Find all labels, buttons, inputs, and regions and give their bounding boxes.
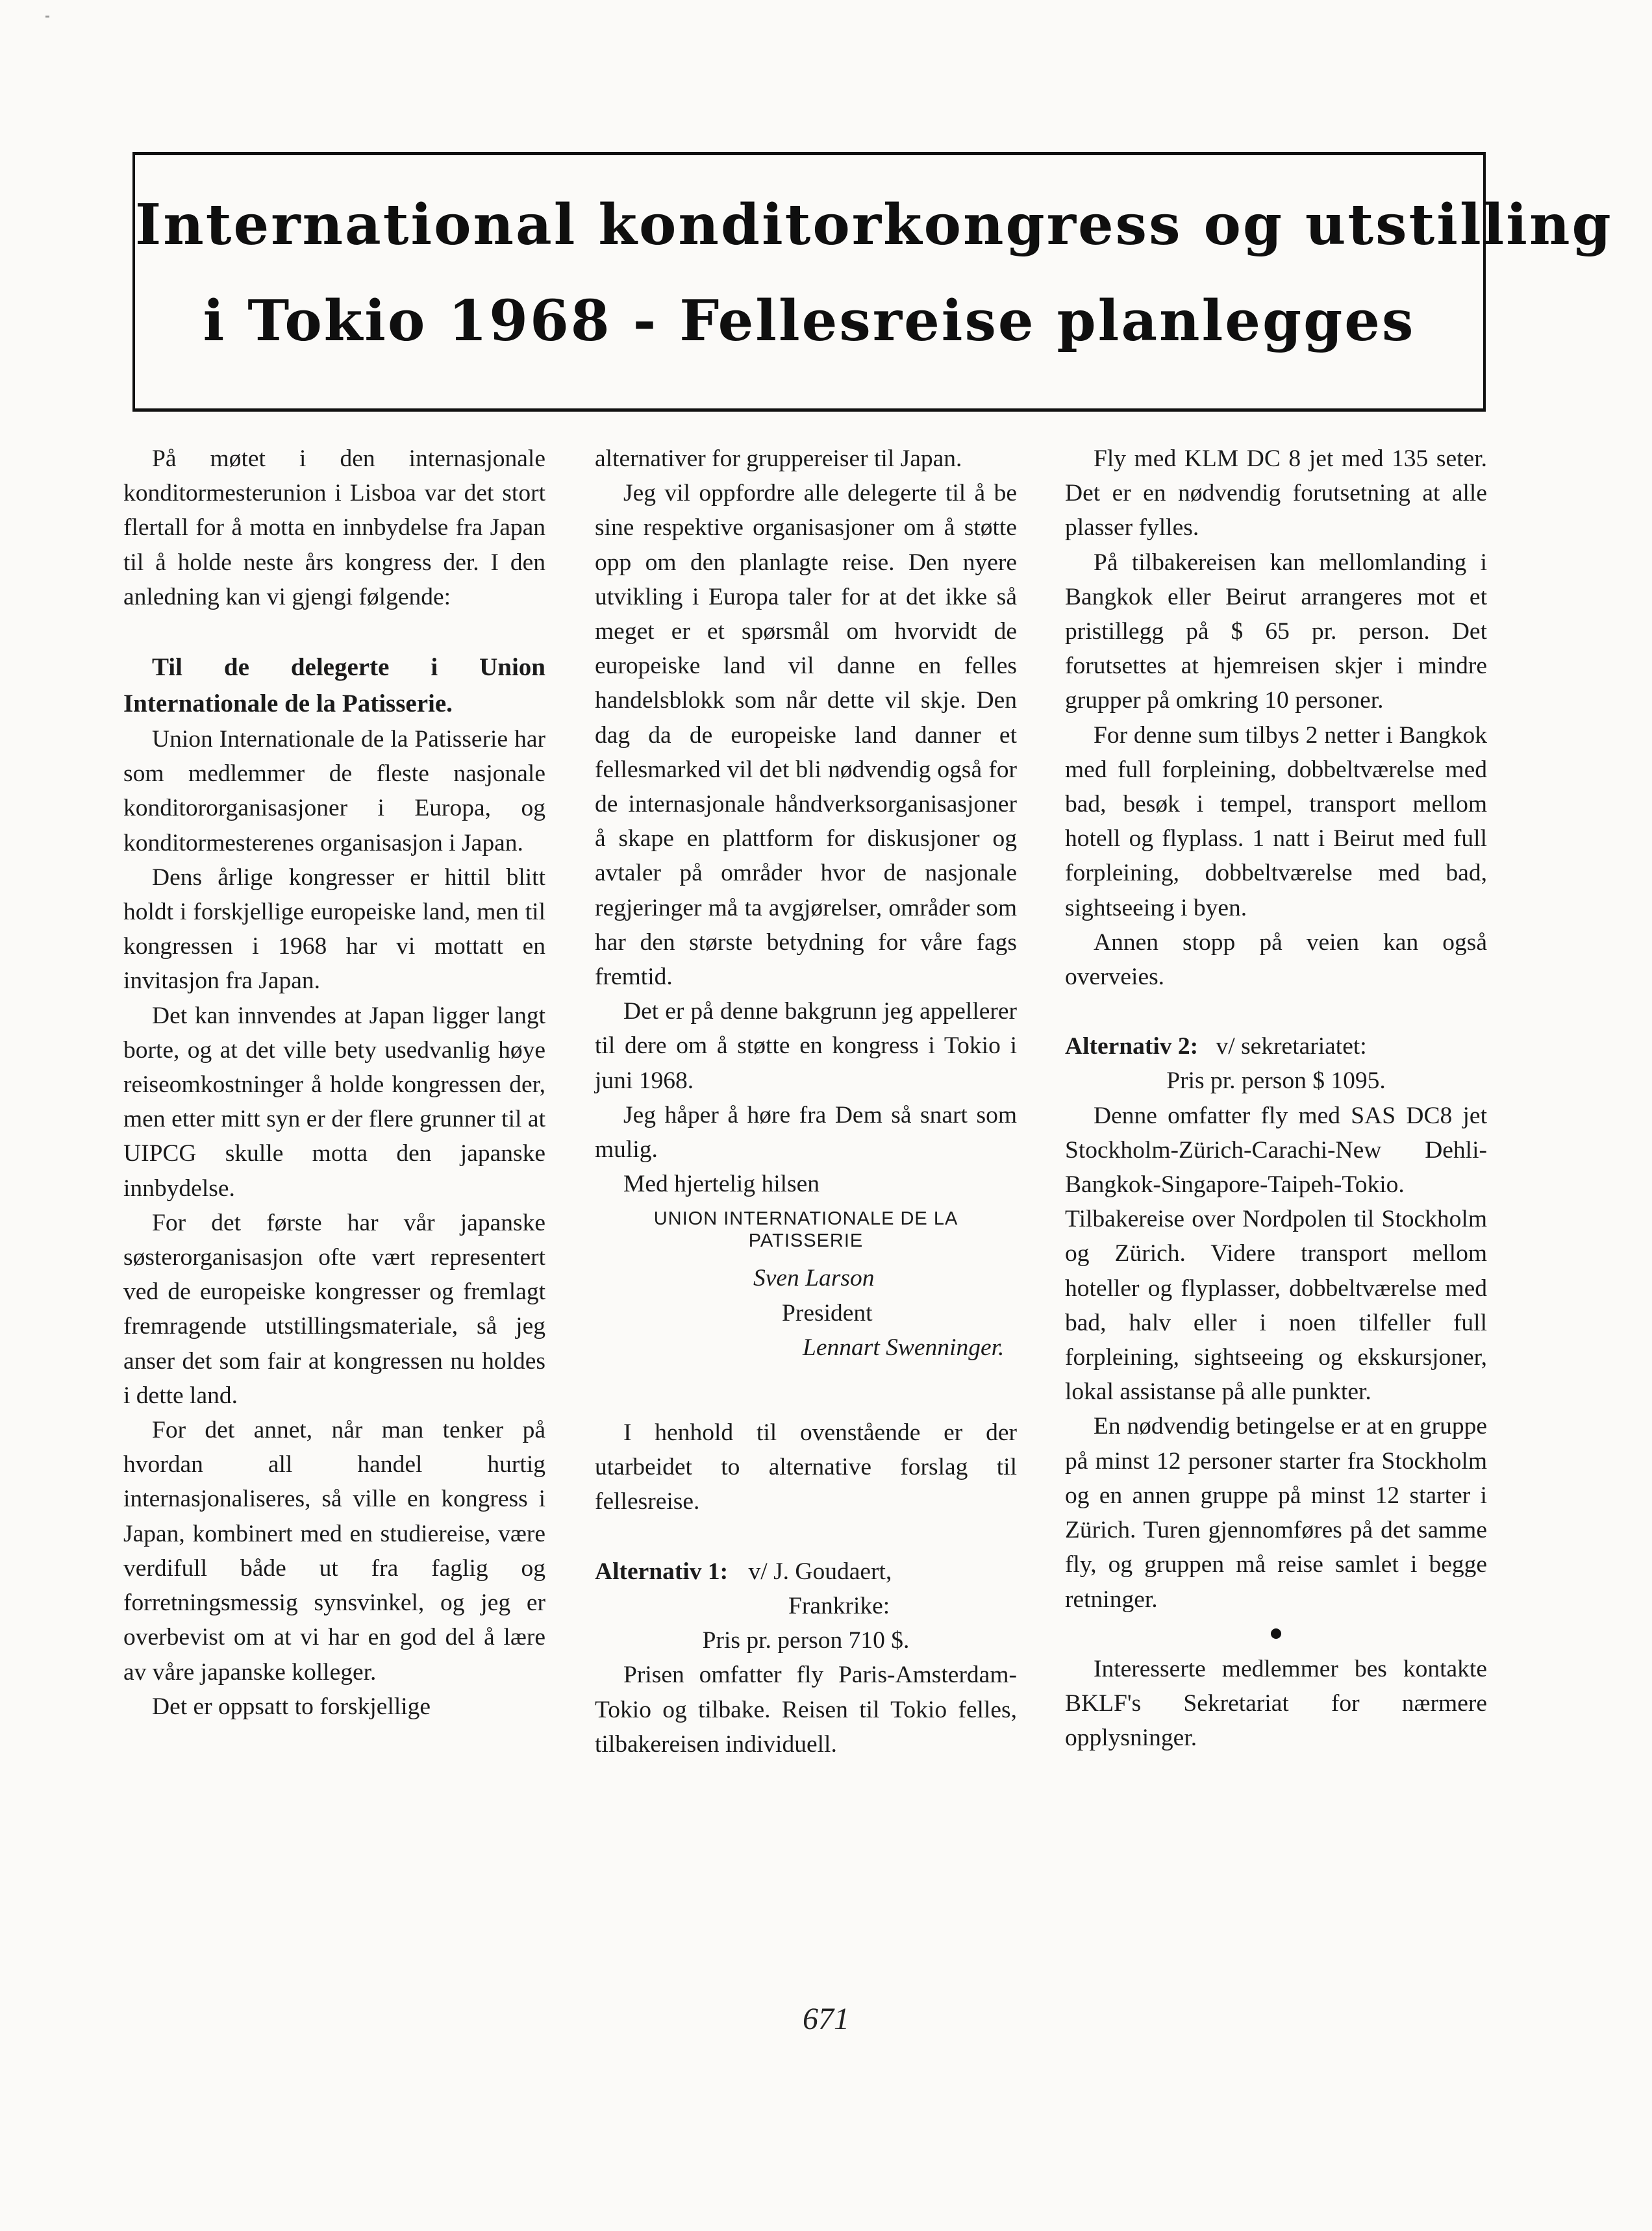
signature-name-1: Sven Larson [753, 1265, 875, 1292]
signature-name-2: Lennart Swenninger. [803, 1334, 1005, 1361]
bullet-separator [1271, 1628, 1281, 1639]
paragraph: Fly med KLM DC 8 jet med 135 seter. Det er en nødvendig forutsetning at alle plasser fylles. [1065, 445, 1487, 542]
paragraph: Det kan innvendes at Japan ligger langt borte, og at det ville bety usedvanlig høye reiseomkostninger å holde kongressen der, men etter mitt syn er der flere grunner til at UIPCG skulle motta den japanske innbydelse. [123, 1002, 545, 1202]
column-2 [595, 442, 1017, 1762]
paragraph: Annen stopp på veien kan også overveies. [1065, 929, 1487, 991]
paragraph: Denne omfatter fly med SAS DC8 jet Stockholm-Zürich-Carachi-New Dehli-Bangkok-Singapore-Taipeh-Tokio. Tilbakereise over Nordpolen til Stockholm og Zürich. Videre transport mellom hoteller og flyplasser, dobbeltværelse med bad, halv eller i noen tilfeller full forpleining, sightseeing og ekskursjoner, lokal assistanse på alle punkter. [1065, 1102, 1487, 1406]
alternative-1-line [595, 1554, 1017, 1589]
paragraph: Jeg håper å høre fra Dem så snart som mulig. [595, 1101, 1017, 1164]
paragraph: En nødvendig betingelse er at en gruppe på minst 12 personer starter fra Stockholm og en annen gruppe på minst 12 starter i Zürich. Turen gjennomføres på det samme fly, og gruppen må reise samlet i begge retninger. [1065, 1413, 1487, 1613]
column-3 [1065, 442, 1487, 1755]
paragraph: På tilbakereisen kan mellomlanding i Bangkok eller Beirut arrangeres mot et pristillegg på $ 65 pr. person. Det forutsettes at hjemreisen skjer i mindre grupper på omkring 10 personer. [1065, 549, 1487, 714]
paragraph: For denne sum tilbys 2 netter i Bangkok med full forpleining, dobbeltværelse med bad, besøk i tempel, transport mellom hotell og flyplass. 1 natt i Beirut med full forpleining, dobbeltværelse med bad, sightseeing i byen. [1065, 721, 1487, 921]
letter-heading: Til de delegerte i Union Internationale de la Patisserie. [123, 653, 545, 718]
paragraph: For det annet, når man tenker på hvordan all handel hurtig internasjonaliseres, så ville en kongress i Japan, kombinert med en studiereise, være verdifull både ut fra faglig og forretningsmessig synsvinkel, og jeg er overbevist om at vi har en god del å lære av våre japanske kolleger. [123, 1417, 545, 1686]
paragraph: I henhold til ovenstående er der utarbeidet to alternative forslag til fellesreise. [595, 1419, 1017, 1515]
intro-paragraph: På møtet i den internasjonale konditormesterunion i Lisboa var det stort flertall for å motta en innbydelse fra Japan til å holde neste års kongress der. I den anledning kan vi gjengi følgende: [123, 445, 545, 610]
alternative-2-price: Pris pr. person $ 1095. [1166, 1067, 1386, 1095]
alternative-1-organizer: v/ J. Goudaert, [748, 1558, 892, 1585]
paragraph: Union Internationale de la Patisserie har som medlemmer de fleste nasjonale konditororganisasjoner i Europa, og konditormesterenes organisasjon i Japan. [123, 726, 545, 856]
alternative-1-label: Alternativ 1: [595, 1558, 729, 1585]
paragraph: Interesserte medlemmer bes kontakte BKLF's Sekretariat for nærmere opplysninger. [1065, 1655, 1487, 1752]
scan-speck [45, 16, 49, 18]
paragraph: alternativer for gruppereiser til Japan. [595, 445, 962, 472]
paragraph: Det er oppsatt to forskjellige [152, 1693, 431, 1720]
alternative-2-label: Alternativ 2: [1065, 1033, 1199, 1060]
closing-greeting: Med hjertelig hilsen [623, 1171, 820, 1198]
alternative-2-line [1065, 1029, 1487, 1064]
paragraph: For det første har vår japanske søsterorganisasjon ofte vært representert ved de europeiske kongresser og fremlagt fremragende utstillingsmateriale, så jeg anser det som fair at kongressen nu holdes i dette land. [123, 1209, 545, 1409]
signature-title: President [782, 1299, 873, 1327]
page-number: 671 [803, 2002, 849, 2036]
paragraph: Dens årlige kongresser er hittil blitt holdt i forskjellige europeiske land, men til kongressen i 1968 har vi mottatt en invitasjon fra Japan. [123, 864, 545, 995]
title-box [132, 152, 1613, 412]
title-top-rule [132, 152, 1486, 155]
paragraph: Prisen omfatter fly Paris-Amsterdam-Tokio og tilbake. Reisen til Tokio felles, tilbakereisen individuell. [595, 1662, 1017, 1758]
paragraph: Det er på denne bakgrunn jeg appellerer til dere om å støtte en kongress i Tokio i juni 1968. [595, 998, 1017, 1094]
alternative-2-organizer: v/ sekretariatet: [1216, 1033, 1367, 1060]
paragraph: Jeg vil oppfordre alle delegerte til å be sine respektive organisasjoner om å støtte opp om den planlagte reise. Den nyere utvikling i Europa taler for at det ikke så meget er et spørsmål om hvorvidt de europeiske land vil danne en felles handelsblokk som når dette vil skje. Den dag da de europeiske land danner et fellesmarked vil det bli nødvendig også for de internasjonale håndverksorganisasjoner å skape en plattform for diskusjoner og avtaler på områder hvor de nasjonale regjeringer må ta avgjørelser, områder som har den største betydning for våre fags fremtid. [595, 480, 1017, 991]
alternative-1-country: Frankrike: [788, 1592, 890, 1619]
title-line-2: i Tokio 1968 - Fellesreise planlegges [203, 288, 1416, 354]
organization-name: UNION INTERNATIONALE DE LA PATISSERIE [653, 1208, 958, 1252]
title-line-1: International konditorkongress og utstilling [135, 192, 1613, 258]
alternative-1-price: Pris pr. person 710 $. [702, 1627, 910, 1654]
column-1 [123, 442, 545, 1724]
